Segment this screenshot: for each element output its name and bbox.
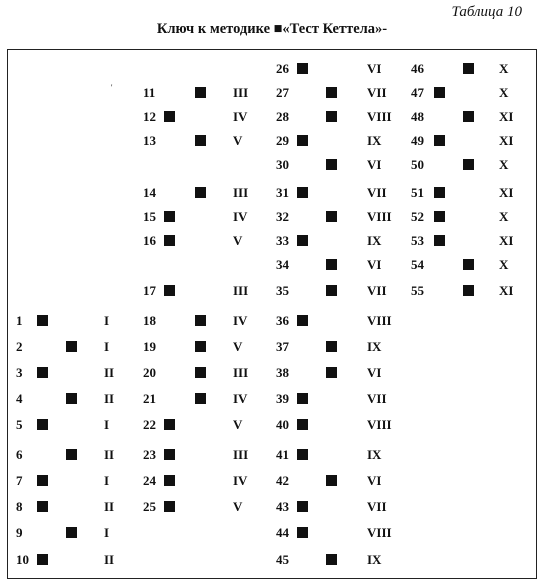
item-number: 17 (143, 283, 156, 298)
item-number: 51 (411, 185, 424, 200)
scale-numeral: X (499, 157, 509, 172)
item-number: 32 (276, 209, 289, 224)
scale-numeral: III (233, 185, 249, 200)
answer-square-icon (297, 449, 308, 460)
scale-numeral: VI (367, 257, 382, 272)
item-number: 18 (143, 313, 156, 328)
item-number: 33 (276, 233, 289, 248)
answer-square-icon (326, 285, 337, 296)
answer-square-icon (463, 63, 474, 74)
scale-numeral: XI (499, 185, 514, 200)
item-number: 3 (16, 365, 23, 380)
scale-numeral: II (104, 391, 115, 406)
answer-square-icon (37, 315, 48, 326)
answer-square-icon (37, 419, 48, 430)
answer-square-icon (164, 111, 175, 122)
answer-square-icon (326, 87, 337, 98)
scale-numeral: III (233, 283, 249, 298)
answer-square-icon (434, 187, 445, 198)
item-number: 7 (16, 473, 23, 488)
answer-square-icon (164, 419, 175, 430)
item-number: 53 (411, 233, 424, 248)
item-number: 42 (276, 473, 289, 488)
scale-numeral: IX (367, 133, 382, 148)
key-table (7, 49, 537, 579)
answer-square-icon (195, 341, 206, 352)
scale-numeral: III (233, 365, 249, 380)
item-number: 11 (143, 85, 156, 100)
scale-numeral: VII (367, 85, 387, 100)
answer-square-icon (434, 211, 445, 222)
scale-numeral: X (499, 85, 509, 100)
scale-numeral: III (233, 85, 249, 100)
answer-square-icon (297, 393, 308, 404)
scale-numeral: VII (367, 499, 387, 514)
scale-numeral: VI (367, 157, 382, 172)
item-number: 46 (411, 61, 424, 76)
item-number: 54 (411, 257, 424, 272)
item-number: 6 (16, 447, 23, 462)
scale-numeral: IX (367, 447, 382, 462)
answer-square-icon (297, 135, 308, 146)
scale-numeral: VI (367, 365, 382, 380)
answer-square-icon (195, 315, 206, 326)
answer-square-icon (66, 527, 77, 538)
scale-numeral: VI (367, 473, 382, 488)
item-number: 23 (143, 447, 156, 462)
scale-numeral: V (233, 133, 243, 148)
scale-numeral: IV (233, 209, 248, 224)
scale-numeral: II (104, 499, 115, 514)
item-number: 8 (16, 499, 23, 514)
item-number: 24 (143, 473, 156, 488)
stray-mark: ' (111, 83, 113, 92)
answer-square-icon (326, 554, 337, 565)
item-number: 5 (16, 417, 23, 432)
item-number: 12 (143, 109, 156, 124)
answer-square-icon (37, 501, 48, 512)
answer-square-icon (164, 285, 175, 296)
item-number: 16 (143, 233, 156, 248)
item-number: 45 (276, 552, 289, 567)
answer-square-icon (164, 501, 175, 512)
item-number: 2 (16, 339, 23, 354)
scale-numeral: IX (367, 233, 382, 248)
item-number: 9 (16, 525, 23, 540)
table-title: Ключ к методике ■«Тест Кеттела»- (156, 21, 388, 37)
item-number: 14 (143, 185, 156, 200)
item-number: 52 (411, 209, 424, 224)
scale-numeral: V (233, 499, 243, 514)
answer-square-icon (195, 187, 206, 198)
scale-numeral: V (233, 233, 243, 248)
answer-square-icon (164, 475, 175, 486)
item-number: 38 (276, 365, 289, 380)
scale-numeral: I (104, 473, 110, 488)
answer-square-icon (463, 285, 474, 296)
item-number: 19 (143, 339, 156, 354)
answer-square-icon (66, 341, 77, 352)
answer-square-icon (297, 501, 308, 512)
answer-square-icon (37, 554, 48, 565)
scale-numeral: IV (233, 473, 248, 488)
item-number: 35 (276, 283, 289, 298)
answer-square-icon (326, 111, 337, 122)
answer-square-icon (463, 159, 474, 170)
scale-numeral: XI (499, 283, 514, 298)
answer-square-icon (326, 259, 337, 270)
scale-numeral: X (499, 61, 509, 76)
answer-square-icon (326, 211, 337, 222)
answer-square-icon (434, 87, 445, 98)
item-number: 40 (276, 417, 289, 432)
answer-square-icon (326, 475, 337, 486)
answer-square-icon (297, 63, 308, 74)
item-number: 44 (276, 525, 289, 540)
scale-numeral: V (233, 339, 243, 354)
item-number: 27 (276, 85, 289, 100)
item-number: 36 (276, 313, 289, 328)
scale-numeral: I (104, 313, 110, 328)
item-number: 22 (143, 417, 156, 432)
item-number: 55 (411, 283, 424, 298)
item-number: 15 (143, 209, 156, 224)
answer-square-icon (297, 527, 308, 538)
item-number: 34 (276, 257, 289, 272)
item-number: 4 (16, 391, 23, 406)
item-number: 21 (143, 391, 156, 406)
answer-square-icon (297, 235, 308, 246)
scale-numeral: VIII (367, 313, 392, 328)
item-number: 43 (276, 499, 289, 514)
scale-numeral: VII (367, 185, 387, 200)
answer-square-icon (326, 159, 337, 170)
item-number: 13 (143, 133, 156, 148)
answer-square-icon (195, 135, 206, 146)
scale-numeral: VIII (367, 109, 392, 124)
scale-numeral: VI (367, 61, 382, 76)
item-number: 48 (411, 109, 424, 124)
answer-square-icon (37, 367, 48, 378)
scale-numeral: VIII (367, 209, 392, 224)
answer-square-icon (326, 367, 337, 378)
answer-square-icon (463, 111, 474, 122)
scale-numeral: XI (499, 233, 514, 248)
item-number: 28 (276, 109, 289, 124)
scale-numeral: VIII (367, 417, 392, 432)
answer-square-icon (434, 235, 445, 246)
item-number: 29 (276, 133, 289, 148)
scale-numeral: IV (233, 391, 248, 406)
item-number: 10 (16, 552, 29, 567)
scale-numeral: V (233, 417, 243, 432)
answer-square-icon (164, 211, 175, 222)
item-number: 47 (411, 85, 424, 100)
answer-square-icon (37, 475, 48, 486)
item-number: 30 (276, 157, 289, 172)
item-number: 41 (276, 447, 289, 462)
item-number: 50 (411, 157, 424, 172)
answer-square-icon (463, 259, 474, 270)
scale-numeral: I (104, 339, 110, 354)
answer-square-icon (195, 367, 206, 378)
answer-square-icon (297, 419, 308, 430)
answer-square-icon (297, 315, 308, 326)
item-number: 20 (143, 365, 156, 380)
item-number: 49 (411, 133, 424, 148)
scale-numeral: III (233, 447, 249, 462)
scale-numeral: II (104, 552, 115, 567)
item-number: 37 (276, 339, 289, 354)
scale-numeral: I (104, 525, 110, 540)
scale-numeral: IX (367, 552, 382, 567)
scale-numeral: VII (367, 391, 387, 406)
answer-square-icon (195, 87, 206, 98)
answer-square-icon (164, 235, 175, 246)
table-caption: Таблица 10 (451, 4, 522, 20)
scale-numeral: IV (233, 109, 248, 124)
item-number: 26 (276, 61, 289, 76)
scale-numeral: II (104, 365, 115, 380)
scale-numeral: X (499, 257, 509, 272)
item-number: 31 (276, 185, 289, 200)
answer-square-icon (164, 449, 175, 460)
item-number: 1 (16, 313, 23, 328)
scale-numeral: II (104, 447, 115, 462)
scale-numeral: XI (499, 109, 514, 124)
answer-square-icon (195, 393, 206, 404)
answer-square-icon (326, 341, 337, 352)
scale-numeral: IV (233, 313, 248, 328)
answer-square-icon (66, 449, 77, 460)
answer-square-icon (434, 135, 445, 146)
item-number: 25 (143, 499, 156, 514)
scale-numeral: XI (499, 133, 514, 148)
item-number: 39 (276, 391, 289, 406)
scale-numeral: VIII (367, 525, 392, 540)
scale-numeral: VII (367, 283, 387, 298)
scale-numeral: IX (367, 339, 382, 354)
scale-numeral: X (499, 209, 509, 224)
answer-square-icon (66, 393, 77, 404)
scale-numeral: I (104, 417, 110, 432)
answer-square-icon (297, 187, 308, 198)
